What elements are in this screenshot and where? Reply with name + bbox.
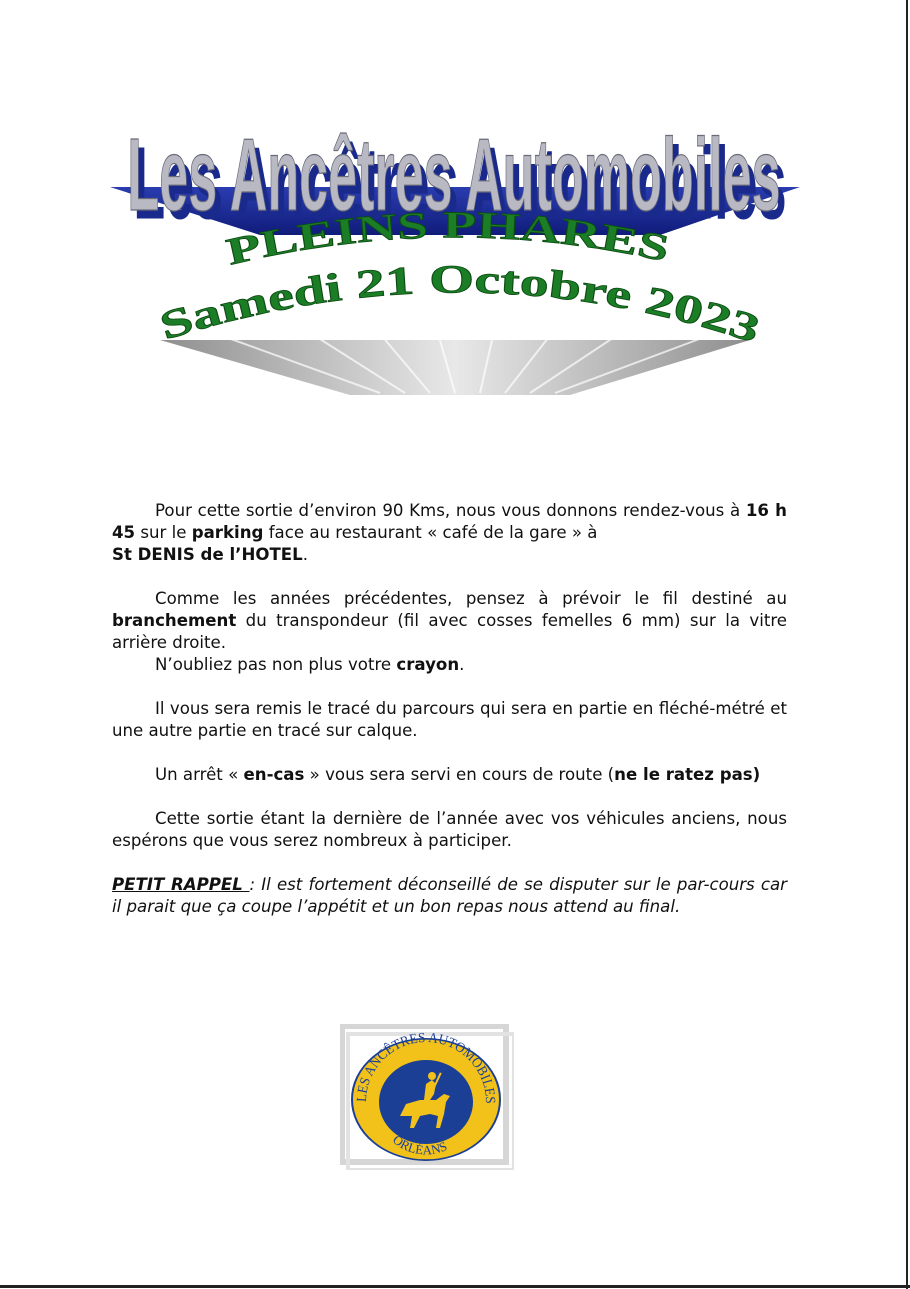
logo-bottom-text: ORLÉANS: [390, 1131, 450, 1158]
title-shadow: Les Ancêtres Automobiles: [133, 126, 787, 242]
letter-body: [112, 500, 787, 940]
subtitle-line1: PLEINS PHARES: [222, 204, 664, 274]
paragraph-transpondeur: Comme les années précédentes, pensez à prévoir le fil destiné au branchement du transpondeur (fil avec cosses femelles 6 mm) sur la vitre arrière droite.: [112, 589, 787, 652]
subtitle-fan: [160, 340, 750, 395]
title-wordart: [100, 95, 820, 415]
paragraph-crayon: N’oubliez pas non plus votre crayon.: [155, 655, 465, 674]
paragraph-derniere-sortie: Cette sortie étant la dernière de l’année avec vos véhicules anciens, nous espérons que vous serez nombreux à participer.: [112, 809, 787, 850]
paragraph-encas: Un arrêt « en-cas » vous sera servi en cours de route (ne le ratez pas): [155, 765, 761, 784]
page-title: Les Ancêtres Automobiles: [127, 118, 781, 233]
page-border-bottom: [0, 1285, 910, 1288]
paragraph-parcours: Il vous sera remis le tracé du parcours qui sera en partie en fléché-métré et une autre partie en tracé sur calque.: [112, 699, 787, 740]
page-border-right: [906, 0, 908, 1289]
subtitle-line2: Samedi 21 Octobre 2023: [154, 256, 758, 349]
paragraph-petit-rappel: PETIT RAPPEL : Il est fortement déconseillé de se disputer sur le par-cours car il parait que ça coupe l’appétit et un bon repas nous attend au final.: [112, 875, 787, 916]
club-logo: [340, 1024, 514, 1170]
logo-top-text: LES ANCÊTRES AUTOMOBILES: [354, 1030, 498, 1105]
paragraph-rendezvous: Pour cette sortie d’environ 90 Kms, nous vous donnons rendez-vous à 16 h 45 sur le parking face au restaurant « café de la gare » à St DENIS de l’HOTEL.: [112, 501, 787, 564]
